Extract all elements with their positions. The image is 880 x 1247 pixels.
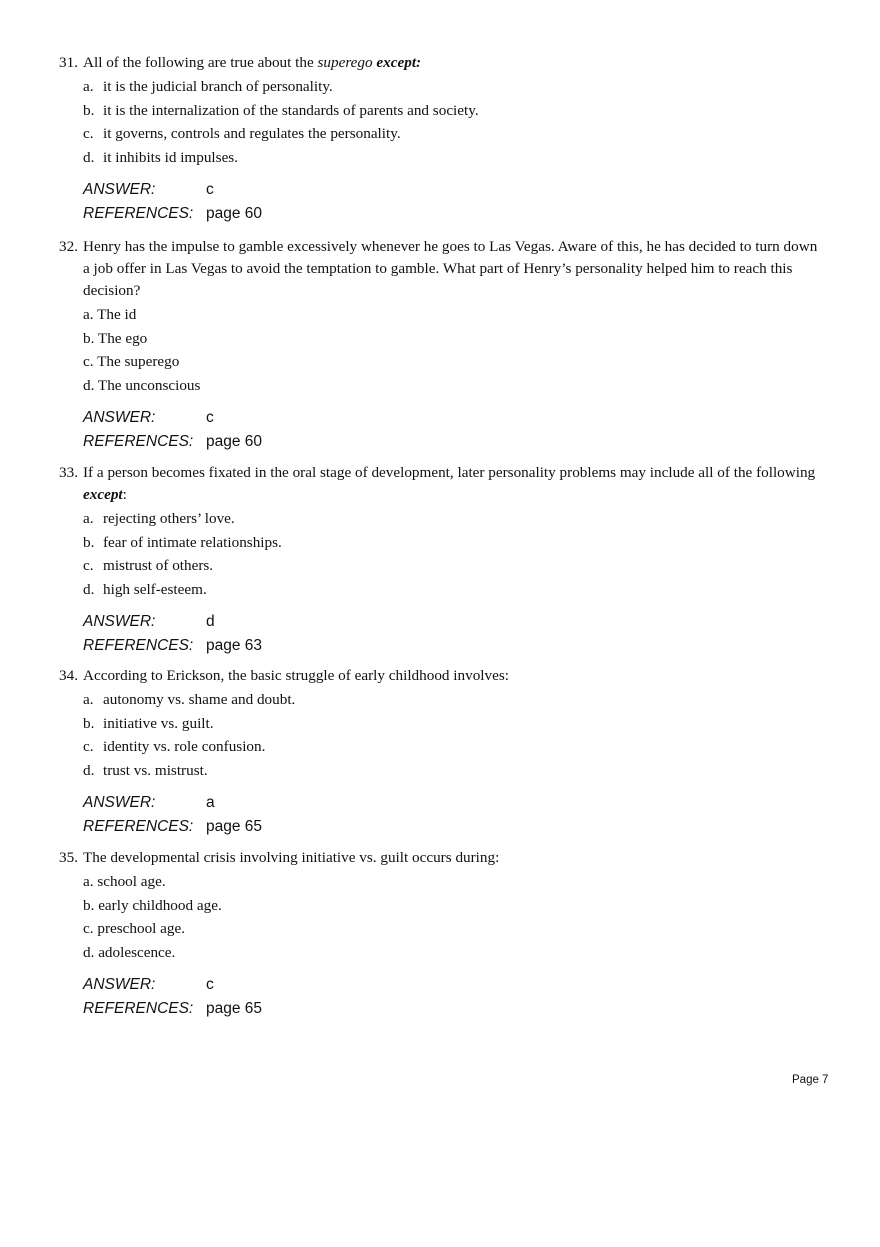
answer-row xyxy=(83,178,819,202)
option-d xyxy=(83,578,819,602)
answer-value: a xyxy=(206,794,215,812)
answer-label: ANSWER: xyxy=(83,181,156,199)
stem-text: All of the following are true about the xyxy=(83,54,318,71)
answer-row xyxy=(83,610,819,634)
answer-value: c xyxy=(206,409,214,427)
option-a xyxy=(83,303,819,327)
references-label: REFERENCES: xyxy=(83,204,194,222)
question-stem xyxy=(59,665,819,687)
references-row xyxy=(83,430,819,454)
option-b xyxy=(83,327,819,351)
question-stem xyxy=(59,462,819,506)
option-text: The id xyxy=(97,306,137,323)
option-letter: a. xyxy=(83,510,94,527)
answer-value: c xyxy=(206,976,214,994)
options-list xyxy=(83,507,819,601)
question-number: 31. xyxy=(59,54,78,71)
option-a xyxy=(83,870,819,894)
option-c xyxy=(83,735,819,759)
stem-text: Henry has the impulse to gamble excessively whenever he goes to Las Vegas. Aware of this, he has decided to turn down a job offer in Las Vegas to avoid the temptation to gamble. What part of Henry’s personality helped him to reach this decision? xyxy=(83,238,818,299)
stem-emphasis: superego xyxy=(317,54,373,71)
option-text: autonomy vs. shame and doubt. xyxy=(103,691,296,708)
answer-value: d xyxy=(206,613,215,631)
answer-block xyxy=(83,610,819,657)
answer-block xyxy=(83,791,819,838)
stem-except: except xyxy=(83,486,123,503)
option-c xyxy=(83,917,819,941)
option-letter: d. xyxy=(83,761,95,779)
option-letter: a. xyxy=(83,873,94,890)
option-text: trust vs. mistrust. xyxy=(103,761,208,779)
question-stem xyxy=(59,52,819,74)
question-33 xyxy=(59,462,819,657)
option-c xyxy=(83,350,819,374)
stem-colon: : xyxy=(122,486,127,503)
question-stem xyxy=(59,236,819,302)
option-text: identity vs. role confusion. xyxy=(103,738,266,756)
option-c xyxy=(83,554,819,578)
question-34 xyxy=(59,665,819,838)
references-label: REFERENCES: xyxy=(83,636,194,654)
references-row xyxy=(83,202,819,226)
option-text: The ego xyxy=(97,329,148,347)
options-list xyxy=(83,303,819,397)
option-b xyxy=(83,894,819,918)
question-stem xyxy=(59,847,819,869)
option-letter: b. xyxy=(83,329,95,347)
stem-text: The developmental crisis involving initiative vs. guilt occurs during: xyxy=(83,849,500,866)
option-text: it inhibits id impulses. xyxy=(103,148,239,166)
answer-block xyxy=(83,406,819,453)
option-letter: b. xyxy=(83,714,95,732)
option-letter: d. xyxy=(83,376,95,394)
answer-label: ANSWER: xyxy=(83,613,156,631)
option-b xyxy=(83,712,819,736)
answer-row xyxy=(83,791,819,815)
references-label: REFERENCES: xyxy=(83,432,194,450)
option-letter: b. xyxy=(83,896,95,914)
option-letter: a. xyxy=(83,306,94,323)
option-text: initiative vs. guilt. xyxy=(103,714,214,732)
option-b xyxy=(83,99,819,123)
question-number: 35. xyxy=(59,849,78,866)
answer-block xyxy=(83,178,819,225)
stem-text: If a person becomes fixated in the oral stage of development, later personality problems may include all of the following xyxy=(83,464,816,481)
option-text: The superego xyxy=(97,353,180,371)
option-text: high self-esteem. xyxy=(103,580,207,598)
references-label: REFERENCES: xyxy=(83,999,194,1017)
option-text: it is the internalization of the standards of parents and society. xyxy=(103,101,479,119)
references-label: REFERENCES: xyxy=(83,817,194,835)
answer-label: ANSWER: xyxy=(83,794,156,812)
question-number: 33. xyxy=(59,464,78,481)
option-letter: a. xyxy=(83,78,94,95)
option-text: it is the judicial branch of personality. xyxy=(103,78,333,95)
question-number: 34. xyxy=(59,667,78,684)
option-letter: c. xyxy=(83,557,94,575)
option-letter: d. xyxy=(83,148,95,166)
question-number: 32. xyxy=(59,238,78,255)
option-letter: d. xyxy=(83,943,95,961)
option-letter: c. xyxy=(83,738,94,756)
option-text: rejecting others’ love. xyxy=(103,510,235,527)
option-a xyxy=(83,688,819,712)
option-letter: b. xyxy=(83,101,95,119)
option-text: mistrust of others. xyxy=(103,557,214,575)
option-d xyxy=(83,374,819,398)
references-value: page 65 xyxy=(206,817,263,835)
option-d xyxy=(83,941,819,965)
page-number: Page 7 xyxy=(792,1074,829,1086)
stem-text: According to Erickson, the basic struggle of early childhood involves: xyxy=(83,667,509,684)
option-b xyxy=(83,531,819,555)
option-text: preschool age. xyxy=(97,920,186,938)
question-31 xyxy=(59,52,819,225)
option-text: fear of intimate relationships. xyxy=(103,533,282,551)
stem-except: except: xyxy=(376,54,422,71)
option-text: early childhood age. xyxy=(98,896,222,914)
references-value: page 63 xyxy=(206,636,263,654)
options-list xyxy=(83,688,819,782)
option-text: adolescence. xyxy=(98,943,176,961)
options-list xyxy=(83,75,819,169)
question-32 xyxy=(59,236,819,453)
option-letter: a. xyxy=(83,691,94,708)
option-d xyxy=(83,146,819,170)
references-row xyxy=(83,997,819,1021)
option-letter: d. xyxy=(83,580,95,598)
answer-row xyxy=(83,406,819,430)
question-35 xyxy=(59,847,819,1020)
references-value: page 60 xyxy=(206,204,263,222)
answer-label: ANSWER: xyxy=(83,409,156,427)
answer-block xyxy=(83,973,819,1020)
option-text: The unconscious xyxy=(97,376,201,394)
answer-label: ANSWER: xyxy=(83,976,156,994)
options-list xyxy=(83,870,819,964)
option-letter: c. xyxy=(83,125,94,143)
answer-row xyxy=(83,973,819,997)
option-text: it governs, controls and regulates the personality. xyxy=(103,125,401,143)
option-a xyxy=(83,507,819,531)
option-letter: b. xyxy=(83,533,95,551)
references-row xyxy=(83,815,819,839)
option-text: school age. xyxy=(97,873,166,890)
references-value: page 65 xyxy=(206,999,263,1017)
option-letter: c. xyxy=(83,353,94,371)
option-letter: c. xyxy=(83,920,94,938)
option-c xyxy=(83,122,819,146)
references-row xyxy=(83,634,819,658)
references-value: page 60 xyxy=(206,432,263,450)
option-a xyxy=(83,75,819,99)
answer-value: c xyxy=(206,181,214,199)
option-d xyxy=(83,759,819,783)
